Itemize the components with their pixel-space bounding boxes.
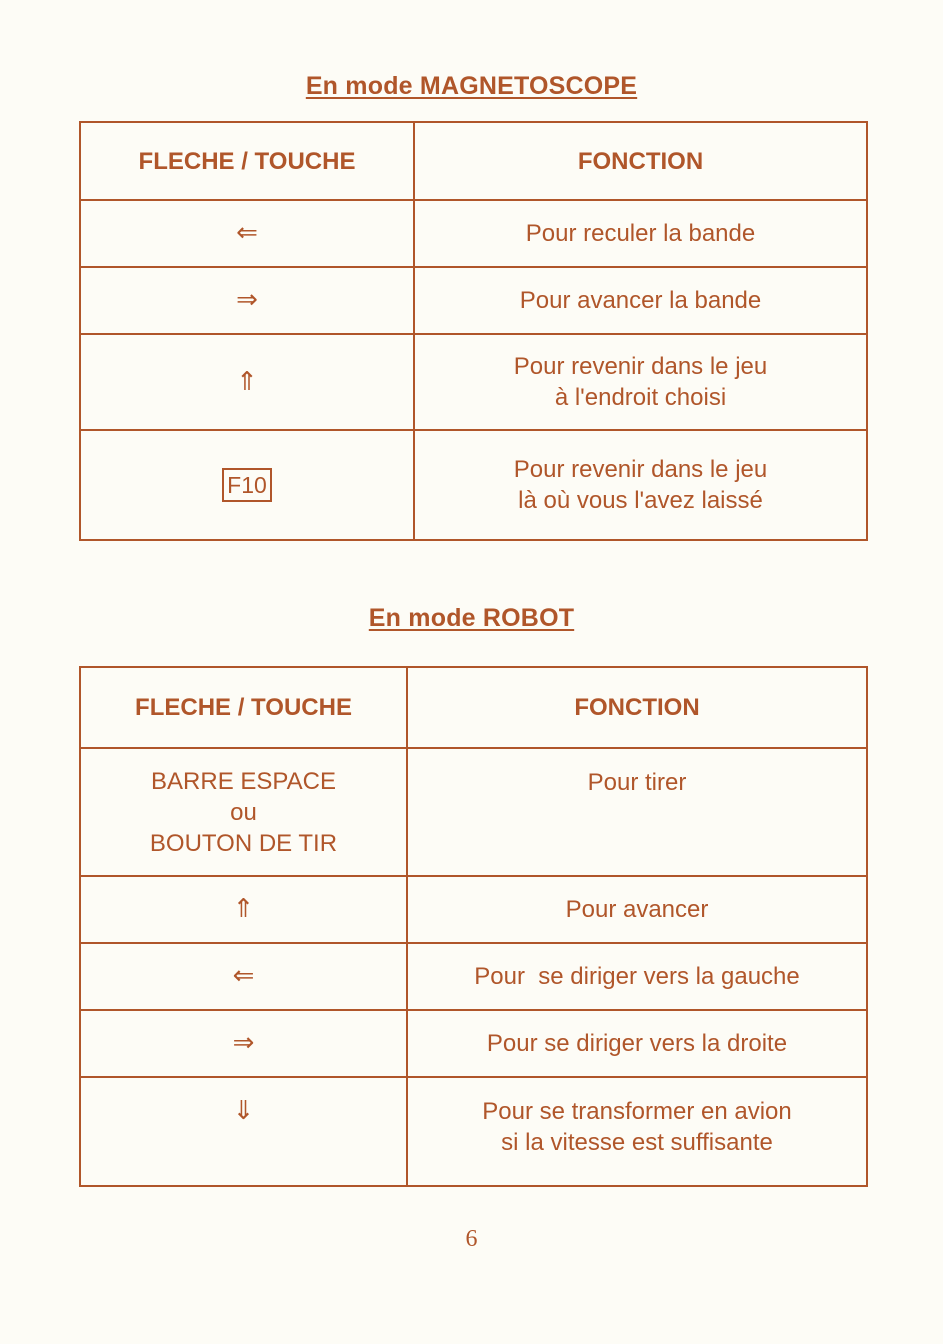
up-double-arrow-icon: ⇑	[232, 894, 255, 924]
table-header-row	[80, 667, 867, 748]
function-cell	[407, 748, 867, 876]
key-text: BARRE ESPACE	[151, 767, 336, 795]
key-text: BOUTON DE TIR	[149, 829, 338, 857]
function-cell	[414, 334, 867, 430]
key-cell	[80, 1010, 407, 1077]
column-header-key: FLECHE / TOUCHE	[80, 667, 407, 748]
table-row	[80, 876, 867, 943]
table-row	[80, 748, 867, 876]
function-text: à l'endroit choisi	[554, 384, 727, 411]
key-cell	[80, 748, 407, 876]
function-text: Pour reculer la bande	[525, 220, 756, 247]
key-text: ou	[230, 798, 257, 826]
function-cell	[407, 943, 867, 1010]
column-header-function: FONCTION	[414, 122, 867, 200]
function-cell	[414, 267, 867, 334]
function-text: si la vitesse est suffisante	[501, 1129, 773, 1156]
function-text: Pour tirer	[587, 769, 687, 796]
left-double-arrow-icon: ⇐	[236, 218, 258, 248]
page-number: 6	[465, 1226, 478, 1252]
function-text: Pour revenir dans le jeu	[513, 353, 768, 380]
left-double-arrow-icon: ⇐	[232, 961, 255, 991]
function-text: Pour avancer	[565, 896, 709, 923]
function-text: Pour avancer la bande	[519, 287, 762, 314]
key-cell	[80, 1077, 407, 1186]
function-cell	[407, 1077, 867, 1186]
table-row	[80, 1010, 867, 1077]
key-cell	[80, 200, 414, 267]
function-text: Pour se diriger vers la droite	[486, 1030, 788, 1057]
table-row	[80, 943, 867, 1010]
function-text: Pour se diriger vers la gauche	[474, 963, 800, 990]
function-cell	[407, 1010, 867, 1077]
magnetoscope-commands-table	[79, 121, 868, 541]
function-text: Pour revenir dans le jeu	[513, 456, 768, 483]
key-cell	[80, 876, 407, 943]
key-cell	[80, 334, 414, 430]
key-cell	[80, 943, 407, 1010]
column-header-function: FONCTION	[407, 667, 867, 748]
table-row	[80, 334, 867, 430]
f10-key: F10	[222, 468, 272, 502]
table-row	[80, 267, 867, 334]
key-cell	[80, 267, 414, 334]
up-double-arrow-icon: ⇑	[236, 366, 258, 397]
column-header-key: FLECHE / TOUCHE	[80, 122, 414, 200]
function-cell	[407, 876, 867, 943]
function-cell	[414, 200, 867, 267]
robot-commands-table	[79, 666, 868, 1187]
right-double-arrow-icon: ⇒	[232, 1028, 255, 1058]
table-row	[80, 1077, 867, 1186]
function-text: Pour se transformer en avion	[482, 1098, 792, 1125]
section-title-robot: En mode ROBOT	[368, 604, 575, 632]
table-row	[80, 200, 867, 267]
function-text: là où vous l'avez laissé	[518, 487, 763, 514]
key-cell	[80, 430, 414, 540]
table-header-row	[80, 122, 867, 200]
right-double-arrow-icon: ⇒	[236, 285, 258, 315]
down-double-arrow-icon: ⇓	[232, 1096, 255, 1126]
table-row	[80, 430, 867, 540]
section-title-magnetoscope: En mode MAGNETOSCOPE	[305, 72, 638, 100]
function-cell	[414, 430, 867, 540]
